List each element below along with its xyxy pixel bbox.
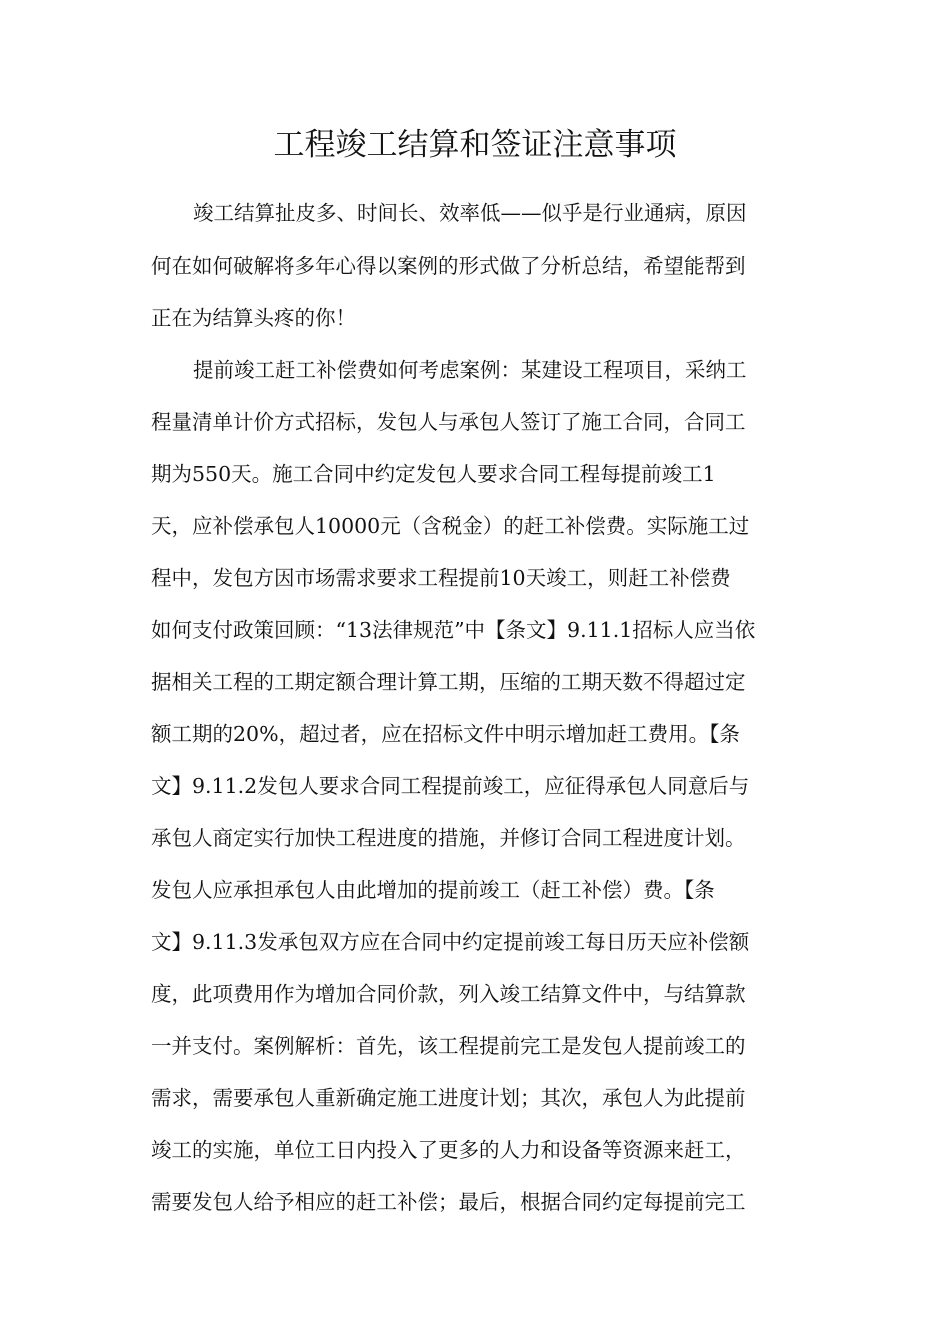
paragraph-line: 竣工的实施，单位工日内投入了更多的人力和设备等资源来赶工，	[151, 1138, 746, 1162]
paragraph-line: 文】9.11.2发包人要求合同工程提前竣工，应征得承包人同意后与	[151, 774, 750, 798]
paragraph-line: 程中，发包方因市场需求要求工程提前10天竣工，则赶工补偿费	[151, 566, 731, 590]
document-title: 工程竣工结算和签证注意事项	[273, 127, 677, 163]
paragraph-line: 额工期的20%，超过者，应在招标文件中明示增加赶工费用。【条	[151, 722, 740, 746]
paragraph-line: 需求，需要承包人重新确定施工进度计划；其次，承包人为此提前	[151, 1086, 746, 1110]
paragraph-line: 提前竣工赶工补偿费如何考虑案例：某建设工程项目，采纳工	[193, 358, 747, 382]
paragraph-line: 文】9.11.3发承包双方应在合同中约定提前竣工每日历天应补偿额	[151, 930, 750, 954]
paragraph-line: 一并支付。案例解析：首先，该工程提前完工是发包人提前竣工的	[151, 1034, 746, 1058]
paragraph-line: 竣工结算扯皮多、时间长、效率低——似乎是行业通病，原因	[193, 201, 747, 225]
paragraph-line: 何在如何破解将多年心得以案例的形式做了分析总结，希望能帮到	[151, 254, 746, 278]
paragraph-line: 承包人商定实行加快工程进度的措施，并修订合同工程进度计划。	[151, 826, 746, 850]
paragraph-line: 期为550天。施工合同中约定发包人要求合同工程每提前竣工1	[151, 462, 716, 486]
paragraph-line: 如何支付政策回顾：“13法律规范”中【条文】9.11.1招标人应当依	[151, 618, 756, 642]
paragraph-line: 天，应补偿承包人10000元（含税金）的赶工补偿费。实际施工过	[151, 514, 750, 538]
paragraph-line: 需要发包人给予相应的赶工补偿；最后，根据合同约定每提前完工	[151, 1190, 746, 1214]
paragraph-line: 发包人应承担承包人由此增加的提前竣工（赶工补偿）费。【条	[151, 878, 715, 902]
paragraph-line: 正在为结算头疼的你！	[151, 306, 356, 330]
paragraph-line: 度，此项费用作为增加合同价款，列入竣工结算文件中，与结算款	[151, 982, 746, 1006]
paragraph-line: 据相关工程的工期定额合理计算工期，压缩的工期天数不得超过定	[151, 670, 746, 694]
paragraph-line: 程量清单计价方式招标，发包人与承包人签订了施工合同，合同工	[151, 410, 746, 434]
